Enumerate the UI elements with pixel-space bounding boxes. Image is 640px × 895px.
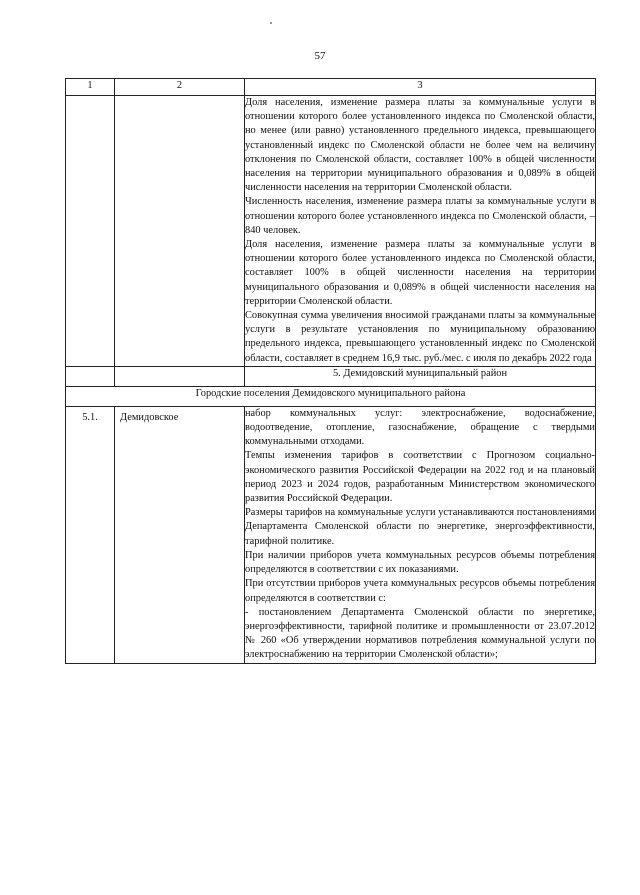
row-text-cell <box>245 406 596 663</box>
paragraph: Доля населения, изменение размера платы за коммунальные услуги в отношении которого более установленного индекса по Смоленской области, составляет 100% в общей численности населения на территории муниципального образования и 0,089% в общей численности населения на территории Смоленской области. <box>245 239 595 307</box>
continuation-text-cell <box>245 96 596 367</box>
subsection-title: Городские поселения Демидовского муниципального района <box>66 386 596 406</box>
section-title: 5. Демидовский муниципальный район <box>245 366 596 386</box>
header-col-1: 1 <box>66 79 115 96</box>
paragraph: При отсутствии приборов учета коммунальных ресурсов объемы потребления определяются в соответствии с: <box>245 578 595 604</box>
paragraph: Размеры тарифов на коммунальные услуги устанавливаются постановлениями Департамента Смоленской области по энергетике, энергоэффективности, тарифной политике. <box>245 507 595 547</box>
row-name: Демидовское <box>115 406 245 663</box>
continuation-num-cell <box>66 96 115 367</box>
paragraph: Численность населения, изменение размера платы за коммунальные услуги в отношении которого более установленного индекса по Смоленской области, – 840 человек. <box>245 196 595 236</box>
paragraph: Темпы изменения тарифов в соответствии с Прогнозом социально-экономического развития Российской Федерации на 2022 год и на плановый период 2023 и 2024 годов, разработанным Министерством экономического развития Российской Федерации. <box>245 450 595 505</box>
subsection-row <box>66 386 596 406</box>
section-row <box>66 366 596 386</box>
section-blank-2 <box>115 366 245 386</box>
page-number: 57 <box>314 50 326 62</box>
continuation-row <box>66 96 596 367</box>
paragraph: набор коммунальных услуг: электроснабжение, водоснабжение, водоотведение, отопление, газоснабжение, обращение с твердыми коммунальными отходами. <box>245 407 595 448</box>
paragraph: - постановлением Департамента Смоленской области по энергетике, энергоэффективности, тарифной политике и промышленности от 23.07.2012 № 260 «Об утверждении нормативов потребления коммунальной услуги по электроснабжению на территории Смоленской области»; <box>245 606 595 661</box>
document-table <box>65 78 596 664</box>
continuation-name-cell <box>115 96 245 367</box>
paragraph: При наличии приборов учета коммунальных ресурсов объемы потребления определяются в соответствии с их показаниями. <box>245 549 595 576</box>
paragraph: Доля населения, изменение размера платы за коммунальные услуги в отношении которого более установленного индекса по Смоленской области, но менее (или равно) установленного предельного индекса, превышающего установленный индекс по Смоленской области не более чем на величину отклонения по Смоленской области, составляет 100% в общей численности населения на территории муниципального образования и 0,089% в общей численности населения на территории Смоленской области. <box>245 97 595 194</box>
table-header-row <box>66 79 596 96</box>
row-number: 5.1. <box>66 406 115 663</box>
table-row <box>66 406 596 663</box>
header-col-3: 3 <box>245 79 596 96</box>
section-blank-1 <box>66 366 115 386</box>
header-col-2: 2 <box>115 79 245 96</box>
scan-dot <box>270 22 272 24</box>
paragraph: Совокупная сумма увеличения вносимой гражданами платы за коммунальные услуги в результате установления по муниципальному образованию предельного индекса, превышающего установленный индекс по Смоленской области, составляет в среднем 16,9 тыс. руб./мес. с июля по декабрь 2022 года <box>245 310 595 364</box>
